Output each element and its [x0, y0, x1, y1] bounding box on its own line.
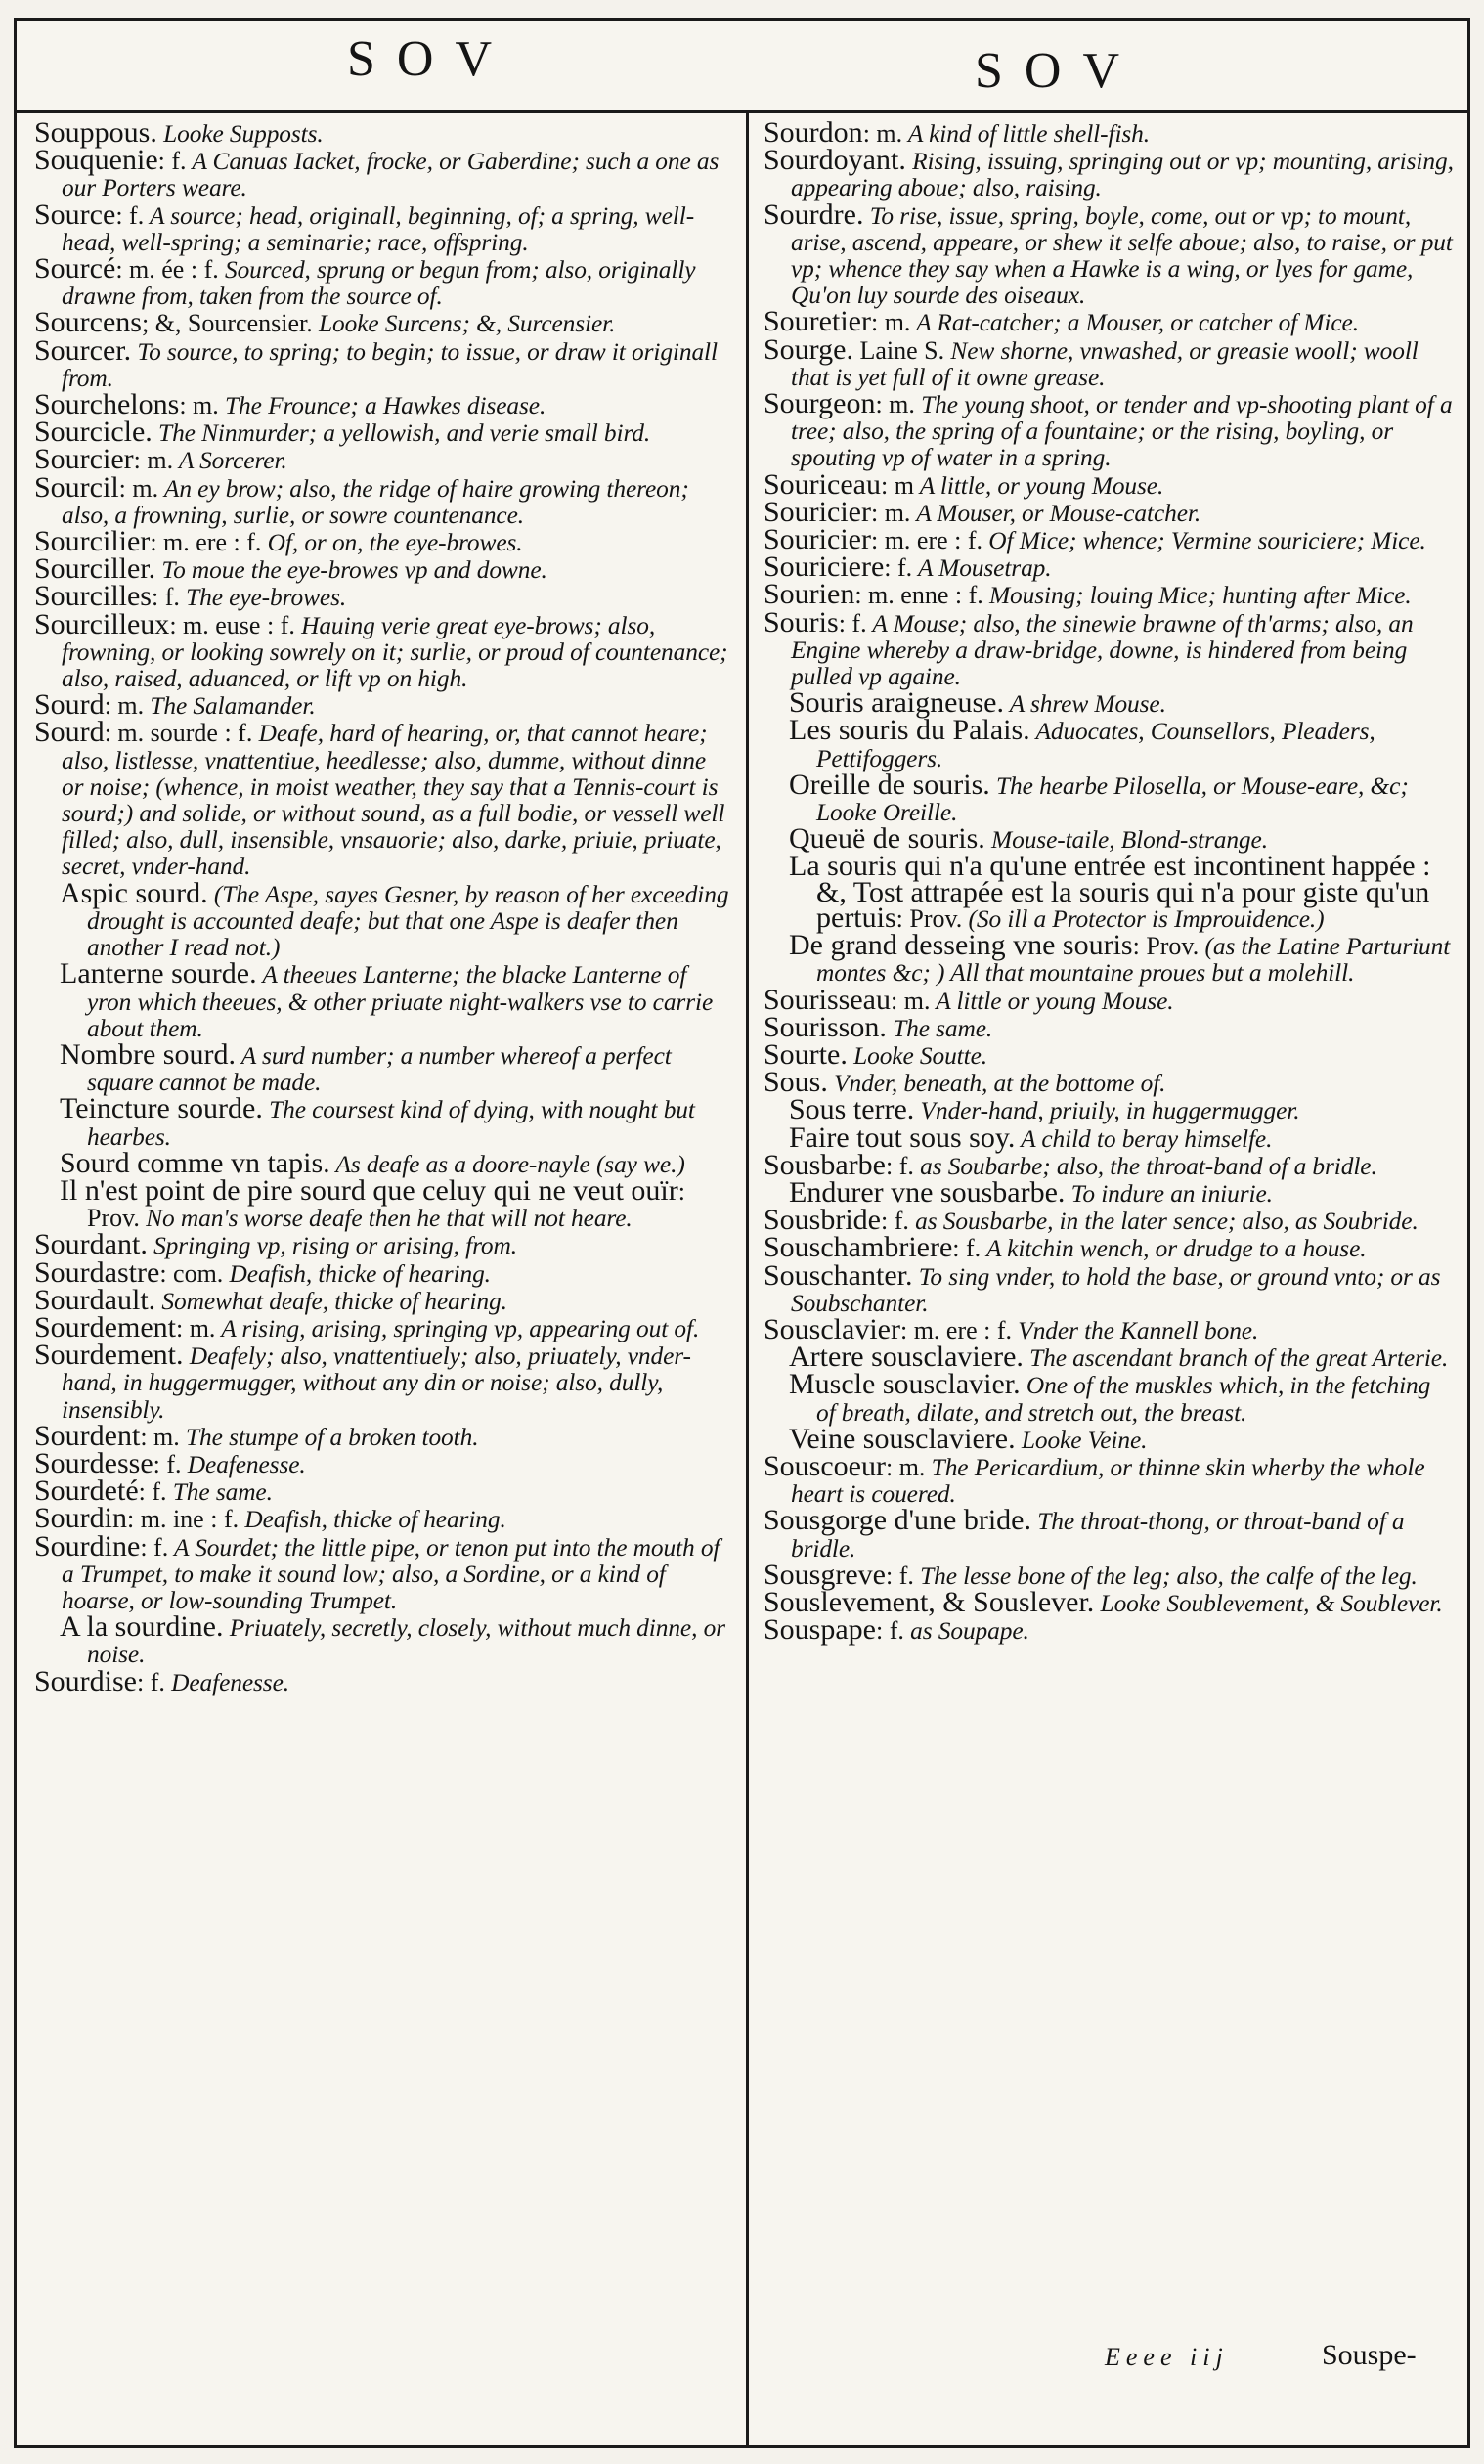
headword: Sourdoyant.: [764, 144, 906, 177]
page-header: [17, 21, 1467, 113]
headword: Sourdon: [764, 116, 863, 149]
definition: Sourced, sprung or begun from; also, originally drawne from, taken from the source of.: [62, 256, 696, 311]
grammar-label: : m. ée : f.: [115, 255, 219, 285]
definition: One of the muskles which, in the fetching of breath, dilate, and stretch out, the breast.: [816, 1372, 1431, 1427]
headword: Il n'est point de pire sourd que celuy qui ne veut ouïr: [60, 1173, 678, 1207]
definition: To source, to spring; to begin; to issue, or draw it originall from.: [62, 337, 718, 392]
sub-entry: [789, 768, 1456, 827]
definition: To sing vnder, to hold the base, or ground vnto; or as Soubschanter.: [791, 1262, 1441, 1317]
grammar-label: : f.: [885, 1561, 914, 1590]
grammar-label: : f.: [137, 1667, 165, 1696]
dictionary-entry: [34, 306, 730, 339]
sub-entry: [789, 929, 1456, 988]
dictionary-entry: [764, 1066, 1456, 1099]
definition: Priuately, secretly, closely, without much dinne, or noise.: [87, 1614, 725, 1669]
headword: Sous.: [764, 1066, 828, 1099]
grammar-label: : Prov.: [895, 903, 963, 933]
grammar-label: : f.: [952, 1234, 982, 1263]
dictionary-entry: [34, 1446, 730, 1479]
right-column: [764, 116, 1456, 1647]
dictionary-entry: [34, 116, 730, 149]
running-head-left: SOV: [347, 31, 514, 87]
definition: Deafely; also, vnattentiuely; also, priuately, vnder-hand, in huggermugger, without any din or noise; also, dully, insensibly.: [62, 1342, 691, 1424]
grammar-label: : f.: [153, 1449, 182, 1478]
grammar-label: : f.: [152, 583, 180, 612]
grammar-label: : Prov.: [87, 1176, 685, 1233]
definition: A little or young Mouse.: [930, 987, 1174, 1015]
dictionary-entry: [34, 416, 730, 449]
definition: Deafe, hard of hearing, or, that cannot heare; also, listlesse, vnattentiue, heedlesse; also, dumme, without dinne or noise; (whence, in moist weather, they say that a Tennis-court is sourd;) and solide, or without sound, as a full bodie, or vessell well filled; also, dull, insensible, vnsauorie; also, darke, priuie, priuate, secret, vnder-hand.: [62, 720, 725, 881]
definition: A rising, arising, springing vp, appearing out of.: [215, 1314, 700, 1342]
definition: The eye-browes.: [179, 584, 347, 612]
definition: A Mouse; also, the sinewie brawne of th'arms; also, an Engine whereby a draw-bridge, downe, is hindered from being pulled vp againe.: [791, 609, 1414, 691]
definition: No man's worse deafe then he that will not heare.: [139, 1205, 633, 1233]
grammar-label: : f.: [881, 1207, 909, 1236]
headword: Sourdin: [34, 1502, 128, 1535]
headword: Souspape: [764, 1613, 876, 1647]
definition: The young shoot, or tender and vp-shooting plant of a tree; also, the spring of a fountaine; or the rising, boyling, or spouting vp of water in a spring.: [791, 391, 1453, 472]
dictionary-entry: [34, 333, 730, 392]
headword: Sousgreve: [764, 1558, 886, 1591]
dictionary-entry: [34, 1529, 730, 1614]
headword: Souricier: [764, 523, 871, 556]
definition: A Rat-catcher; a Mouser, or catcher of Mice.: [910, 309, 1359, 337]
definition: A child to beray himselfe.: [1015, 1124, 1273, 1153]
dictionary-entry: [34, 1419, 730, 1452]
grammar-label: : Prov.: [1132, 932, 1200, 961]
definition: The Ninmurder; a yellowish, and verie small bird.: [152, 419, 651, 448]
dictionary-entry: [764, 305, 1456, 338]
dictionary-entry: [34, 388, 730, 421]
definition: as Sousbarbe, in the later sence; also, as Soubride.: [908, 1208, 1419, 1236]
headword: Sousclavier: [764, 1312, 900, 1345]
grammar-label: : m.: [104, 691, 145, 721]
headword: Sourdise: [34, 1664, 137, 1697]
dictionary-entry: [34, 688, 730, 722]
definition: Rising, issuing, springing out or vp; mounting, arising, appearing aboue; also, raising.: [791, 148, 1454, 202]
dictionary-entry: [764, 1504, 1456, 1562]
sub-entry: [60, 1092, 730, 1151]
headword: Sourcicle.: [34, 416, 153, 449]
definition: Looke Veine.: [1015, 1426, 1148, 1454]
headword: Sourd: [34, 688, 105, 722]
grammar-label: : m.: [133, 446, 174, 475]
dictionary-entry: [764, 1449, 1456, 1509]
headword: Sousbride: [764, 1204, 881, 1237]
grammar-label: : m. ere : f.: [150, 528, 262, 557]
definition: A theeues Lanterne; the blacke Lanterne of yron which theeues, & other priuate night-walkers vse to carrie about them.: [87, 961, 714, 1042]
definition: Mouse-taile, Blond-strange.: [984, 826, 1268, 855]
headword: Les souris du Palais.: [789, 714, 1030, 747]
definition: Deafish, thicke of hearing.: [223, 1259, 491, 1288]
headword: Sourdine: [34, 1529, 141, 1562]
definition: The stumpe of a broken tooth.: [179, 1423, 479, 1451]
dictionary-entry: [764, 1037, 1456, 1071]
definition: The Frounce; a Hawkes disease.: [218, 392, 546, 420]
headword: Sourgeon: [764, 387, 876, 420]
dictionary-entry: [764, 116, 1456, 149]
grammar-label: : m. euse : f.: [169, 610, 295, 639]
definition: The Pericardium, or thinne skin wherby the whole heart is couered.: [791, 1453, 1425, 1509]
sub-entry: [789, 1422, 1456, 1455]
sub-entry: [60, 1037, 730, 1097]
headword: Sourcer.: [34, 333, 132, 367]
grammar-label: ; &, Sourcensier.: [141, 309, 313, 338]
sub-entry: [789, 1093, 1456, 1126]
sub-entry: [60, 1173, 730, 1233]
headword: Queuë de souris.: [789, 822, 985, 856]
headword: Sourd comme vn tapis.: [60, 1146, 330, 1179]
dictionary-entry: [764, 1312, 1456, 1345]
grammar-label: : m. sourde : f.: [104, 719, 253, 748]
definition: The lesse bone of the leg; also, the calfe of the leg.: [913, 1562, 1418, 1590]
definition: Looke Supposts.: [156, 120, 324, 148]
dictionary-entry: [34, 1228, 730, 1261]
definition: Of Mice; whence; Vermine souriciere; Mice.: [982, 527, 1426, 555]
headword: Sousgorge d'une bride.: [764, 1504, 1031, 1537]
grammar-label: : m. enne : f.: [854, 581, 983, 610]
sub-entry: [789, 822, 1456, 856]
dictionary-entry: [34, 1310, 730, 1343]
definition: The same.: [166, 1478, 273, 1507]
definition: Aduocates, Counsellors, Pleaders, Pettifoggers.: [816, 718, 1375, 772]
headword: Sourchelons: [34, 388, 180, 421]
dictionary-entry: [764, 1231, 1456, 1264]
headword: Sousbarbe: [764, 1148, 886, 1181]
definition: The same.: [886, 1014, 993, 1042]
definition: The hearbe Pilosella, or Mouse-eare, &c; Looke Oreille.: [816, 771, 1409, 827]
headword: Souschanter.: [764, 1258, 913, 1292]
definition: Deafish, thicke of hearing.: [239, 1506, 506, 1534]
definition: A surd number; a number whereof a perfect square cannot be made.: [87, 1041, 672, 1097]
grammar-label: : m. ere : f.: [870, 526, 983, 555]
definition: The Salamander.: [144, 692, 316, 721]
dictionary-entry: [764, 1204, 1456, 1237]
running-head-right: SOV: [975, 43, 1142, 99]
definition: New shorne, vnwashed, or greasie wooll; wooll that is yet full of it owne grease.: [791, 336, 1419, 391]
headword: Sourcil: [34, 470, 119, 504]
dictionary-entry: [764, 550, 1456, 584]
catchword: Souspe-: [1322, 2339, 1417, 2371]
grammar-label: : m.: [891, 986, 931, 1015]
grammar-label: : m.: [179, 391, 219, 420]
column-divider: [746, 113, 749, 2445]
headword: Souris: [764, 605, 839, 638]
headword: A la sourdine.: [60, 1610, 224, 1644]
dictionary-entry: [764, 198, 1456, 310]
headword: Sourdeté: [34, 1474, 139, 1508]
headword: Souris araigneuse.: [789, 686, 1004, 720]
grammar-label: : m.: [870, 498, 911, 527]
headword: Source: [34, 198, 116, 231]
dictionary-entry: [764, 578, 1456, 611]
definition: Looke Soutte.: [847, 1041, 987, 1070]
grammar-label: : m.: [118, 473, 159, 503]
grammar-label: : f.: [838, 608, 867, 638]
definition: A shrew Mouse.: [1003, 690, 1166, 719]
dictionary-entry: [764, 387, 1456, 472]
definition: A kitchin wench, or drudge to a house.: [981, 1235, 1367, 1263]
headword: Oreille de souris.: [789, 768, 990, 801]
dictionary-entry: [764, 467, 1456, 501]
sub-entry: [60, 1146, 730, 1179]
dictionary-entry: [34, 607, 730, 693]
dictionary-entry: [764, 1148, 1456, 1181]
grammar-label: : f.: [138, 1477, 167, 1507]
headword: Souscoeur: [764, 1449, 886, 1482]
dictionary-entry: [34, 1283, 730, 1316]
dictionary-entry: [34, 198, 730, 256]
definition: Hauing verie great eye-brows; also, frowning, or looking sowrely on it; surlie, or proud of countenance; also, raised, aduanced, or lift vp on high.: [62, 611, 728, 693]
definition: Deafenesse.: [181, 1450, 306, 1478]
definition: Vnder the Kannell bone.: [1012, 1316, 1259, 1344]
headword: Souretier: [764, 305, 871, 338]
headword: Nombre sourd.: [60, 1037, 236, 1071]
headword: Aspic sourd.: [60, 876, 208, 909]
grammar-label: : m. ere : f.: [899, 1315, 1013, 1344]
sub-entry: [789, 686, 1456, 720]
sub-entry: [789, 1368, 1456, 1427]
dictionary-entry: [764, 983, 1456, 1016]
definition: A Canuas Iacket, frocke, or Gaberdine; such a one as our Porters weare.: [62, 148, 720, 202]
sub-entry: [789, 850, 1456, 934]
sub-entry: [789, 714, 1456, 772]
definition: A Sourdet; the little pipe, or tenon put into the mouth of a Trumpet, to make it sound low; also, a Sordine, or a kind of hoarse, or low-sounding Trumpet.: [62, 1533, 720, 1614]
dictionary-entry: [764, 1010, 1456, 1043]
dictionary-entry: [764, 1258, 1456, 1317]
headword: Faire tout sous soy.: [789, 1121, 1016, 1154]
dictionary-entry: [764, 605, 1456, 691]
definition: Springing vp, rising or arising, from.: [147, 1232, 518, 1260]
definition: Deafenesse.: [164, 1668, 290, 1696]
headword: Sourdre.: [764, 198, 864, 231]
dictionary-entry: [764, 495, 1456, 528]
sub-entry: [60, 957, 730, 1042]
grammar-label: Laine S.: [852, 335, 945, 365]
headword: Sourdent: [34, 1419, 141, 1452]
dictionary-entry: [34, 470, 730, 529]
dictionary-entry: [34, 1664, 730, 1697]
sub-entry: [789, 1341, 1456, 1374]
headword: Souriciere: [764, 550, 885, 584]
grammar-label: : m.: [885, 1452, 926, 1481]
grammar-label: : f.: [884, 553, 913, 583]
headword: Sourdement.: [34, 1339, 184, 1372]
headword: Sourcilier: [34, 525, 151, 558]
headword: Sourcilleux: [34, 607, 170, 640]
grammar-label: : m.: [175, 1313, 216, 1342]
grammar-label: : f.: [140, 1532, 169, 1562]
sub-entry: [60, 876, 730, 962]
headword: Souquenie: [34, 144, 158, 177]
headword: Souschambriere: [764, 1231, 953, 1264]
headword: Teincture sourde.: [60, 1092, 263, 1125]
definition: as Soubarbe; also, the throat-band of a bridle.: [913, 1152, 1377, 1180]
definition: Somewhat deafe, thicke of hearing.: [155, 1287, 507, 1315]
grammar-label: : m.: [140, 1422, 180, 1451]
headword: Sourisseau: [764, 983, 891, 1016]
headword: Sourdault.: [34, 1283, 156, 1316]
sub-entry: [60, 1610, 730, 1669]
definition: Looke Surcens; &, Surcensier.: [312, 310, 616, 338]
headword: Sourciller.: [34, 552, 156, 586]
dictionary-entry: [34, 716, 730, 881]
headword: Endurer vne sousbarbe.: [789, 1175, 1066, 1209]
definition: Looke Soublevement, & Soublever.: [1094, 1589, 1443, 1617]
headword: Souriceau: [764, 467, 881, 501]
grammar-label: : com.: [159, 1258, 224, 1288]
sub-entry: [789, 1175, 1456, 1209]
definition: To rise, issue, spring, boyle, come, out or vp; to mount, arise, ascend, appeare, or shew it selfe aboue; also, to raise, or put vp; whence they say when a Hawke is a wing, or lyes for game, Qu'on luy sourde des oiseaux.: [791, 201, 1453, 310]
headword: Sourte.: [764, 1037, 848, 1071]
headword: Sous terre.: [789, 1093, 915, 1126]
headword: Lanterne sourde.: [60, 957, 257, 990]
dictionary-entry: [764, 1558, 1456, 1591]
grammar-label: : m.: [862, 119, 903, 148]
headword: Souppous.: [34, 116, 157, 149]
dictionary-entry: [34, 1255, 730, 1289]
definition: Of, or on, the eye-browes.: [261, 529, 523, 557]
dictionary-entry: [764, 332, 1456, 391]
dictionary-entry: [764, 1613, 1456, 1647]
dictionary-entry: [34, 1474, 730, 1508]
definition: as Soupape.: [903, 1617, 1029, 1646]
headword: Sourcens: [34, 306, 142, 339]
headword: Sourdement: [34, 1310, 176, 1343]
definition: Vnder, beneath, at the bottome of.: [827, 1070, 1166, 1098]
definition: Vnder-hand, priuily, in huggermugger.: [914, 1097, 1300, 1125]
headword: Sourdastre: [34, 1255, 160, 1289]
headword: La souris qui n'a qu'une entrée est incontinent happée : &, Tost attrapée est la souris qui n'a pour giste qu'un pertuis: [789, 850, 1431, 934]
headword: Sourd: [34, 716, 105, 749]
grammar-label: : m: [880, 470, 914, 500]
dictionary-entry: [34, 443, 730, 476]
dictionary-entry: [764, 1585, 1456, 1618]
dictionary-entry: [34, 252, 730, 311]
signature-mark: Eeee iij: [1105, 2343, 1229, 2371]
headword: Souricier: [764, 495, 871, 528]
headword: Veine sousclaviere.: [789, 1422, 1016, 1455]
definition: The coursest kind of dying, with nought but hearbes.: [87, 1096, 695, 1151]
headword: Sourge.: [764, 332, 853, 366]
sub-entry: [789, 1121, 1456, 1154]
definition: An ey brow; also, the ridge of haire growing thereon; also, a frowning, surlie, or sowre countenance.: [62, 474, 689, 529]
definition: A Mouser, or Mouse-catcher.: [910, 499, 1201, 527]
definition: A source; head, originall, beginning, of; a spring, well-head, well-spring; a seminarie; race, offspring.: [62, 201, 695, 256]
definition: A little, or young Mouse.: [913, 471, 1164, 500]
definition: The throat-thong, or throat-band of a bridle.: [791, 1508, 1405, 1562]
definition: As deafe as a doore-nayle (say we.): [329, 1150, 685, 1178]
definition: Mousing; louing Mice; hunting after Mice.: [982, 582, 1412, 610]
grammar-label: : f.: [157, 147, 187, 176]
grammar-label: : f.: [115, 200, 145, 230]
headword: Souslevement, & Souslever.: [764, 1585, 1095, 1618]
page-frame: [14, 18, 1470, 2448]
headword: Sourcilles: [34, 580, 152, 613]
headword: Sourisson.: [764, 1010, 887, 1043]
dictionary-entry: [764, 144, 1456, 202]
dictionary-entry: [34, 1339, 730, 1424]
definition: (So ill a Protector is Improuidence.): [962, 904, 1325, 933]
headword: Sourdesse: [34, 1446, 153, 1479]
grammar-label: : m.: [875, 390, 915, 419]
left-column: [34, 116, 730, 1697]
headword: Sourien: [764, 578, 855, 611]
dictionary-entry: [34, 144, 730, 202]
definition: A Mousetrap.: [912, 554, 1052, 583]
grammar-label: : m.: [870, 308, 911, 337]
grammar-label: : m. ine : f.: [127, 1505, 240, 1534]
definition: (as the Latine Parturiunt montes &c; ) All that mountaine proues but a molehill.: [816, 933, 1451, 988]
definition: The ascendant branch of the great Arterie.: [1023, 1344, 1449, 1373]
grammar-label: : f.: [885, 1151, 914, 1180]
dictionary-entry: [34, 552, 730, 586]
dictionary-entry: [34, 580, 730, 613]
definition: To moue the eye-browes vp and downe.: [155, 556, 547, 585]
dictionary-entry: [34, 1502, 730, 1535]
definition: A Sorcerer.: [173, 447, 287, 475]
headword: De grand desseing vne souris: [789, 929, 1133, 962]
dictionary-entry: [34, 525, 730, 558]
headword: Sourdant.: [34, 1228, 148, 1261]
headword: Sourcier: [34, 443, 134, 476]
dictionary-entry: [764, 523, 1456, 556]
definition: A kind of little shell-fish.: [902, 120, 1151, 148]
headword: Sourcé: [34, 252, 116, 286]
definition: To indure an iniurie.: [1065, 1179, 1273, 1208]
headword: Muscle sousclavier.: [789, 1368, 1021, 1401]
grammar-label: : f.: [876, 1616, 904, 1646]
definition: (The Aspe, sayes Gesner, by reason of her exceeding drought is accounted deafe; but that one Aspe is deafer then another I read not.): [87, 880, 729, 962]
headword: Artere sousclaviere.: [789, 1341, 1024, 1374]
